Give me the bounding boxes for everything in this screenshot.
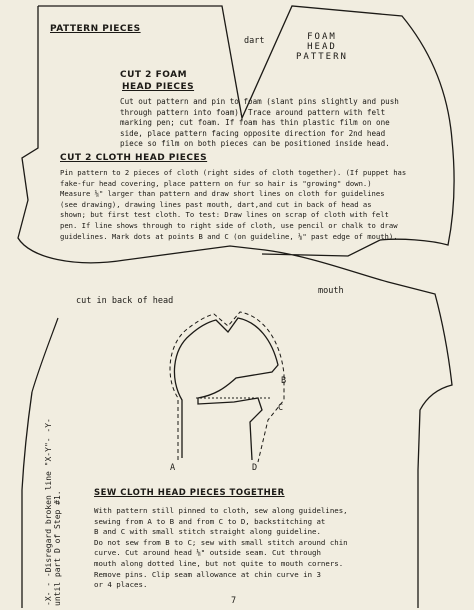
mini-head-diagram: [170, 312, 287, 462]
pattern-lower-left-edge: [32, 318, 58, 392]
label-dart: dart: [244, 36, 265, 46]
cut-cloth-body: Pin pattern to 2 pieces of cloth (right sides of cloth together). (If puppet has fake-fur head covering, place pattern on fur so hair is "growing" down.) Measure ⅛" larger than pattern and draw short lines on cloth for guidelines (see drawing), drawing lines past mouth, dart,and cut in back of head as shown; but first test cloth. To test: Draw lines on scrap of cloth with felt pen. If line shows through to right side of cloth, use pencil or chalk to draw guidelines. Mark dots at points B and C (on guideline, ⅛" past edge of mouth).: [60, 168, 407, 241]
label-point-a: A: [170, 463, 176, 473]
label-point-c: C: [278, 403, 284, 413]
label-point-d: D: [252, 463, 258, 473]
mini-head-guideline: [170, 312, 287, 462]
mini-head-solid: [174, 318, 278, 460]
cut-foam-body: Cut out pattern and pin to foam (slant pins slightly and push through pattern into foam). Trace around pattern with felt marking pen; cut foam. If foam has thin plastic film on one side, place pattern facing opposite direction for 2nd head piece so film on both pieces can be positioned inside head.: [120, 97, 399, 149]
label-mouth: mouth: [318, 286, 344, 296]
label-foam-head-pattern: FOAM HEAD PATTERN: [296, 32, 348, 62]
cut-foam-heading-2: HEAD PIECES: [122, 82, 195, 92]
label-point-b: B: [281, 376, 287, 386]
page-number: 7: [231, 596, 237, 606]
cut-cloth-heading: CUT 2 CLOTH HEAD PIECES: [60, 153, 208, 163]
sew-heading: SEW CLOTH HEAD PIECES TOGETHER: [94, 488, 285, 498]
label-cut-back-of-head: cut in back of head: [76, 296, 174, 306]
sew-body: With pattern still pinned to cloth, sew along guidelines, sewing from A to B and from C to D, backstitching at B and C with small stitch straight along guideline. Do not sew from B to C; sew with small stitch around chin curve. Cut around head ⅛" outside seam. Cut through mouth along dotted line, but not quite to mouth corners. Remove pins. Clip seam allowance at chin curve in 3 or 4 places.: [94, 506, 348, 590]
side-note-disregard: -X- - -Disregard broken line "X-Y"- -Y- until part D of Step #1.: [44, 418, 62, 606]
page-title: PATTERN PIECES: [50, 24, 141, 34]
cut-foam-heading-1: CUT 2 FOAM: [120, 70, 188, 80]
